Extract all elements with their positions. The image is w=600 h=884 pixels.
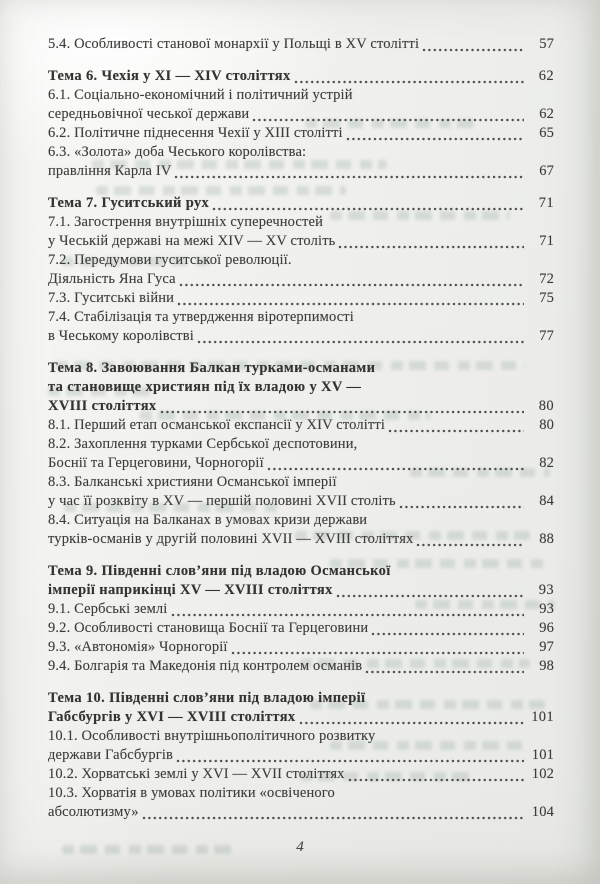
toc-entry-text: Тема 9. Південні слов’яни під владою Османської: [48, 563, 391, 579]
dot-leader: [399, 505, 524, 509]
toc-entry-item: [48, 36, 554, 55]
toc-entry-text: 10.3. Хорватія в умовах політики «освіченого: [48, 785, 335, 801]
toc-entry-page: 102: [531, 766, 554, 782]
toc-entry-page: 97: [539, 639, 554, 655]
toc-entry-text: та становище християн під їх владою у XV —: [48, 379, 362, 395]
toc-entry-page: 93: [538, 582, 554, 598]
toc-line: [48, 195, 554, 214]
toc-entry-page: 67: [539, 163, 554, 179]
dot-leader: [174, 175, 524, 179]
toc-line: [48, 601, 554, 620]
dot-leader: [177, 302, 524, 306]
toc-line: [48, 233, 554, 252]
toc-entry-theme: [48, 690, 554, 728]
toc-line: [48, 163, 554, 182]
toc-entry-text: правління Карла IV: [48, 163, 172, 179]
toc-entry-text: 9.4. Болгарія та Македонія під контролем османів: [48, 658, 363, 674]
toc-entry-text: середньовічної чеської держави: [48, 106, 250, 122]
toc-line: [48, 87, 554, 106]
toc-entry-theme: [48, 68, 554, 87]
toc-entry-page: 101: [531, 709, 554, 725]
toc-entry-theme: [48, 563, 554, 601]
dot-leader: [179, 283, 524, 287]
toc-line: [48, 512, 554, 531]
toc-entry-text: 8.1. Перший етап османської експансії у XIV столітті: [48, 417, 386, 433]
toc-entry-text: 7.3. Гуситські війни: [48, 290, 175, 306]
toc-entry-page: 80: [538, 398, 554, 414]
toc-line: [48, 658, 554, 677]
dot-leader: [252, 118, 524, 122]
dot-leader: [348, 778, 524, 782]
toc-line: [48, 309, 554, 328]
toc-entry-text: 7.1. Загострення внутрішніх суперечностей: [48, 214, 323, 230]
toc-entry-page: 77: [539, 328, 554, 344]
toc-entry-page: 82: [539, 455, 554, 471]
dot-leader: [197, 340, 524, 344]
dot-leader: [267, 467, 524, 471]
toc-line: [48, 125, 554, 144]
toc-entry-text: 9.3. «Автономія» Чорногорії: [48, 639, 228, 655]
toc-line: [48, 68, 554, 87]
toc-line: [48, 474, 554, 493]
toc-entry-item: [48, 639, 554, 658]
toc-line: [48, 639, 554, 658]
toc-entry-item: [48, 144, 554, 182]
dot-leader: [422, 48, 524, 52]
toc-entry-text: імперії наприкінці XV — XVIII століттях: [48, 582, 333, 598]
toc-entry-item: [48, 417, 554, 436]
toc-entry-page: 101: [531, 747, 554, 763]
toc-entry-page: 88: [539, 531, 554, 547]
toc-line: [48, 709, 554, 728]
toc-entry-page: 84: [539, 493, 554, 509]
toc-entry-text: Боснії та Герцеговини, Чорногорії: [48, 455, 264, 471]
toc-entry-text: 9.1. Сербські землі: [48, 601, 168, 617]
toc-entry-text: 6.1. Соціально-економічний і політичний устрій: [48, 87, 353, 103]
toc-line: [48, 728, 554, 747]
toc-entry-text: Габсбургів у XVI — XVIII століттях: [48, 709, 296, 725]
dot-leader: [299, 721, 525, 725]
dot-leader: [160, 410, 525, 414]
toc-entry-text: в Чеському королівстві: [48, 328, 194, 344]
dot-leader: [346, 137, 524, 141]
toc-entry-item: [48, 512, 554, 550]
toc-entry-page: 71: [539, 233, 554, 249]
toc-line: [48, 379, 554, 398]
toc-line: [48, 398, 554, 417]
toc-entry-item: [48, 309, 554, 347]
toc-line: [48, 417, 554, 436]
toc-line: [48, 455, 554, 474]
dot-leader: [212, 207, 524, 211]
toc-line: [48, 531, 554, 550]
toc-entry-text: Тема 8. Завоювання Балкан турками-османами: [48, 360, 376, 376]
toc-entry-text: Тема 10. Південні слов’яни під владою імперії: [48, 690, 366, 706]
toc-entry-item: [48, 87, 554, 125]
toc-line: [48, 436, 554, 455]
dot-leader: [336, 594, 524, 598]
toc-entry-text: Діяльність Яна Гуса: [48, 271, 176, 287]
toc-entry-text: 6.2. Політичне піднесення Чехії у XIII столітті: [48, 125, 343, 141]
toc-entry-page: 71: [538, 195, 554, 211]
toc-line: [48, 493, 554, 512]
toc-entry-page: 80: [539, 417, 554, 433]
toc-line: [48, 328, 554, 347]
toc-entry-text: 9.2. Особливості становища Боснії та Герцеговини: [48, 620, 369, 636]
toc-entry-item: [48, 728, 554, 766]
page-number: 4: [296, 839, 304, 855]
toc-entry-item: [48, 766, 554, 785]
toc-entry-page: 62: [538, 68, 554, 84]
toc-entry-text: держави Габсбургів: [48, 747, 174, 763]
dot-leader: [365, 670, 524, 674]
toc-entry-text: 7.4. Стабілізація та утвердження віротерпимості: [48, 309, 354, 325]
toc-entry-text: 5.4. Особливості станової монархії у Польщі в XV столітті: [48, 36, 420, 52]
toc-line: [48, 252, 554, 271]
dot-leader: [416, 543, 524, 547]
toc-line: [48, 36, 554, 55]
dot-leader: [338, 245, 524, 249]
toc-line: [48, 785, 554, 804]
toc-entry-text: абсолютизму»: [48, 804, 139, 820]
toc-entry-text: 10.2. Хорватські землі у XVI — XVII століттях: [48, 766, 345, 782]
toc-entry-item: [48, 658, 554, 677]
page-footer: [0, 838, 600, 856]
toc-line: [48, 766, 554, 785]
dot-leader: [371, 632, 524, 636]
toc-entry-page: 72: [539, 271, 554, 287]
toc-entry-text: у час її розквіту в XV — першій половині XVII століть: [48, 493, 396, 509]
toc-entry-item: [48, 601, 554, 620]
toc-line: [48, 804, 554, 823]
toc-entry-page: 93: [539, 601, 554, 617]
dot-leader: [388, 429, 524, 433]
toc-entry-page: 62: [539, 106, 554, 122]
toc-entry-page: 75: [539, 290, 554, 306]
toc-line: [48, 290, 554, 309]
toc-entry-text: 8.2. Захоплення турками Сербської деспотовини,: [48, 436, 358, 452]
dot-leader: [294, 80, 524, 84]
toc-entry-item: [48, 474, 554, 512]
dot-leader: [171, 613, 525, 617]
toc-entry-page: 65: [539, 125, 554, 141]
toc-line: [48, 563, 554, 582]
toc-entry-item: [48, 436, 554, 474]
dot-leader: [142, 816, 524, 820]
toc-entry-page: 96: [539, 620, 554, 636]
toc-line: [48, 106, 554, 125]
toc-entry-item: [48, 290, 554, 309]
toc-entry-item: [48, 214, 554, 252]
toc-entry-text: 8.3. Балканські християни Османської імперії: [48, 474, 337, 490]
toc-entry-text: турків-османів у другій половині XVII — XVIII століттях: [48, 531, 414, 547]
toc-line: [48, 690, 554, 709]
toc-entry-theme: [48, 360, 554, 417]
dot-leader: [231, 651, 524, 655]
toc-line: [48, 747, 554, 766]
toc-entry-page: 104: [531, 804, 554, 820]
toc-entry-theme: [48, 195, 554, 214]
toc-entry-text: 8.4. Ситуація на Балканах в умовах кризи держави: [48, 512, 368, 528]
toc-entry-item: [48, 785, 554, 823]
toc-entry-text: 10.1. Особливості внутрішньополітичного розвитку: [48, 728, 376, 744]
toc-line: [48, 360, 554, 379]
toc-entry-page: 57: [539, 36, 554, 52]
toc-entry-text: 6.3. «Золота» доба Чеського королівства:: [48, 144, 307, 160]
toc-line: [48, 620, 554, 639]
toc-entry-text: Тема 6. Чехія у XI — XIV століттях: [48, 68, 291, 84]
toc-entry-page: 98: [539, 658, 554, 674]
toc-line: [48, 271, 554, 290]
toc-entry-item: [48, 125, 554, 144]
toc-line: [48, 144, 554, 163]
toc-entry-text: XVIII століттях: [48, 398, 157, 414]
toc-line: [48, 214, 554, 233]
dot-leader: [176, 759, 524, 763]
toc-entry-text: у Чеській державі на межі XIV — XV століть: [48, 233, 336, 249]
toc-line: [48, 582, 554, 601]
toc-entry-item: [48, 252, 554, 290]
toc-entry-text: Тема 7. Гуситський рух: [48, 195, 210, 211]
toc-entry-item: [48, 620, 554, 639]
toc-entry-text: 7.2. Передумови гуситської революції.: [48, 252, 292, 268]
